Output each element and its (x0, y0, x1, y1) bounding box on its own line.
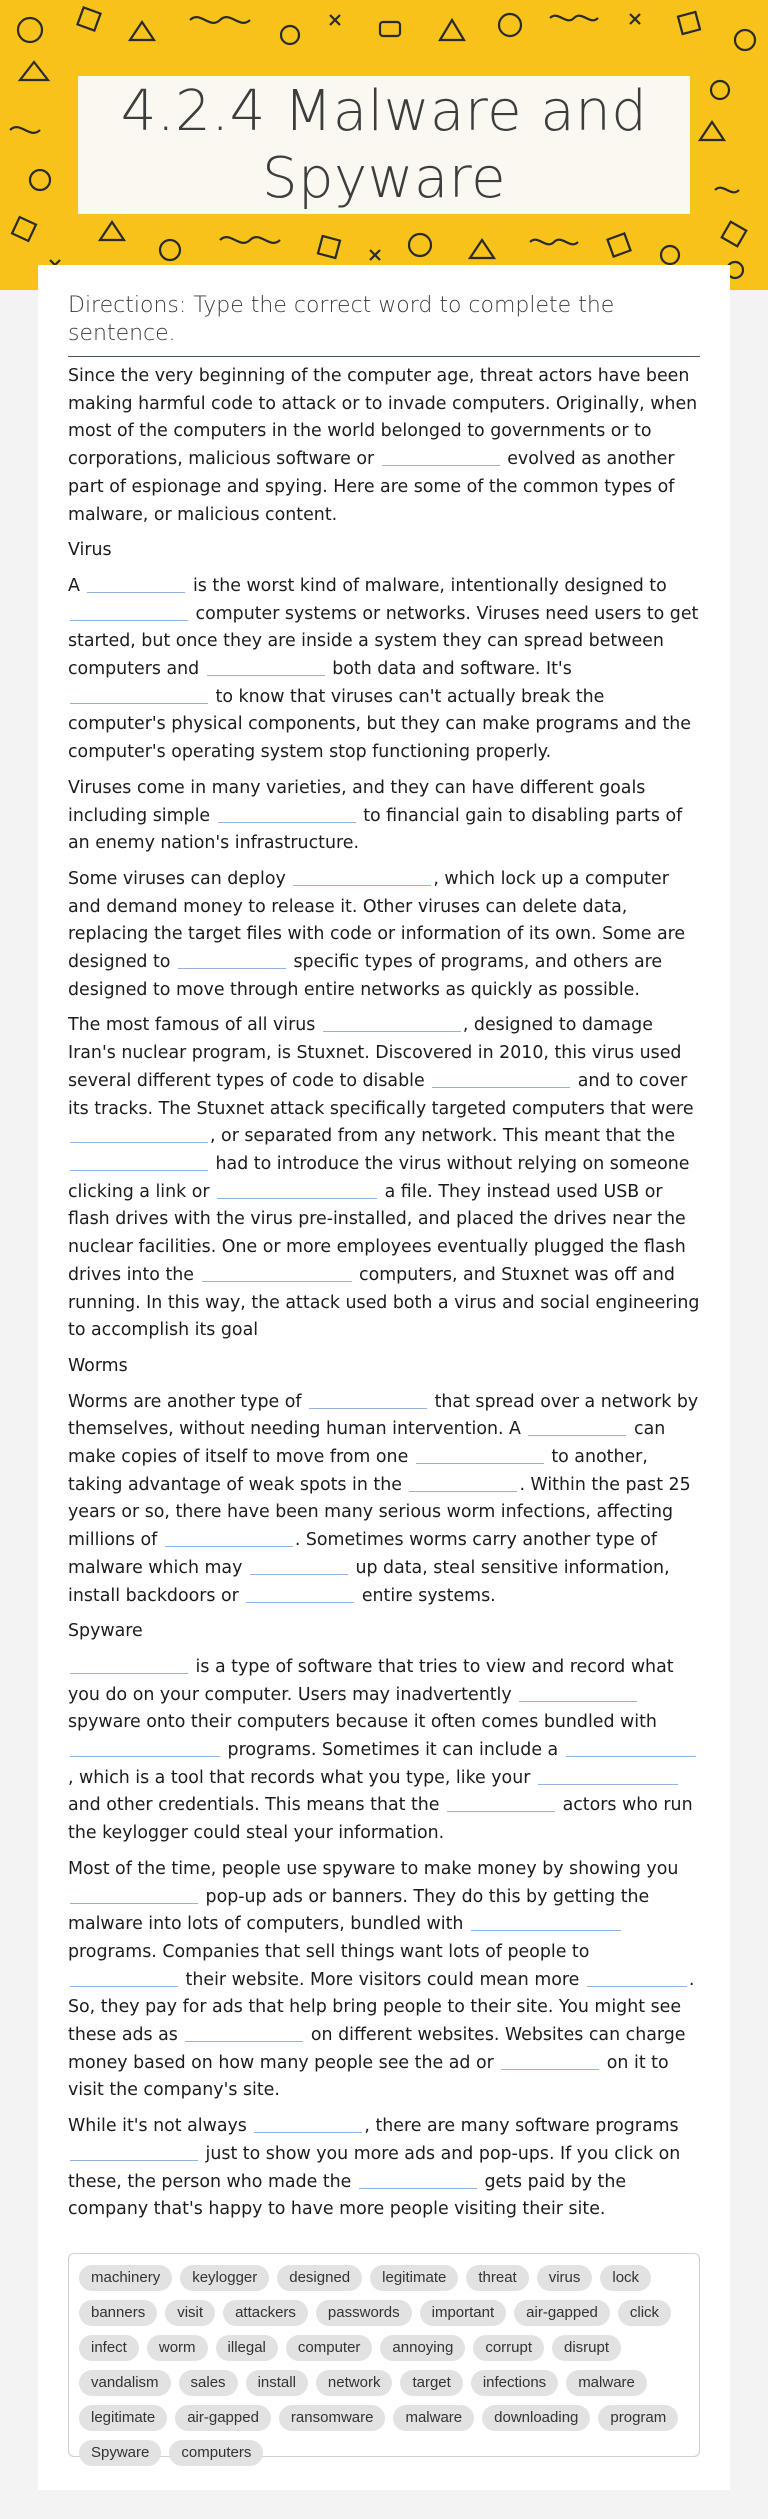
answer-blank[interactable] (416, 1445, 544, 1464)
answer-blank[interactable] (250, 1556, 348, 1575)
word-chip[interactable]: passwords (316, 2300, 412, 2326)
title-card (78, 76, 690, 214)
word-chip[interactable]: threat (466, 2265, 528, 2291)
word-chip[interactable]: infections (471, 2370, 558, 2396)
section-heading-spyware: Spyware (68, 1621, 143, 1642)
answer-blank[interactable] (471, 1912, 621, 1931)
word-chip[interactable]: keylogger (180, 2265, 269, 2291)
answer-blank[interactable] (246, 1584, 354, 1603)
word-chip[interactable]: ransomware (279, 2405, 386, 2431)
worksheet-text (68, 363, 700, 2232)
answer-blank[interactable] (519, 1683, 637, 1702)
answer-blank[interactable] (202, 1263, 352, 1282)
answer-blank[interactable] (359, 2170, 477, 2189)
answer-blank[interactable] (165, 1528, 293, 1547)
answer-blank[interactable] (501, 2051, 599, 2070)
word-chip[interactable]: designed (277, 2265, 362, 2291)
section-heading-worms: Worms (68, 1355, 128, 1376)
answer-blank[interactable] (538, 1766, 678, 1785)
answer-blank[interactable] (70, 1968, 178, 1987)
answer-blank[interactable] (323, 1013, 461, 1032)
answer-blank[interactable] (70, 2142, 198, 2161)
answer-blank[interactable] (217, 1180, 377, 1199)
answer-blank[interactable] (566, 1738, 696, 1757)
word-chip[interactable]: worm (147, 2335, 208, 2361)
answer-blank[interactable] (293, 867, 431, 886)
word-chip[interactable]: vandalism (79, 2370, 171, 2396)
paragraph: Most of the time, people use spyware to make money by showing you pop-up ads or banners. They do this by getting the malware into lots of computers, bundled with programs. Companies that sell things want lots of people to their website. More visitors could mean more . So, they pay for ads that help bring people to their site. You might see these ads as on different websites. Websites can charge money based on how many people see the ad or on it to visit the company's site. (68, 1858, 695, 2101)
word-chip[interactable]: legitimate (79, 2405, 167, 2431)
answer-blank[interactable] (207, 657, 325, 676)
answer-blank[interactable] (382, 447, 500, 466)
answer-blank[interactable] (254, 2114, 362, 2133)
answer-blank[interactable] (70, 685, 208, 704)
answer-blank[interactable] (587, 1968, 687, 1987)
word-chip[interactable]: corrupt (473, 2335, 544, 2361)
word-chip[interactable]: legitimate (370, 2265, 458, 2291)
section-heading-virus: Virus (68, 540, 112, 561)
answer-blank[interactable] (70, 1124, 208, 1143)
paragraph: is a type of software that tries to view and record what you do on your computer. Users may inadvertently spyware onto their computers because it often comes bundled with programs. Sometimes it can include a , which is a tool that records what you type, like your and other credentials. This means that the actors who run the keylogger could steal your information. (68, 1654, 700, 1848)
answer-blank[interactable] (178, 950, 286, 969)
directions-heading: Directions: Type the correct word to complete the sentence. (68, 292, 700, 357)
answer-blank[interactable] (409, 1473, 517, 1492)
word-chip[interactable]: computer (286, 2335, 373, 2361)
word-chip[interactable]: target (400, 2370, 462, 2396)
paragraph: The most famous of all virus , designed to damage Iran's nuclear program, is Stuxnet. Discovered in 2010, this virus used several different types of code to disable and to cover its tracks. The Stuxnet attack specifically targeted computers that were , or separated from any network. This meant that the had to introduce the virus without relying on someone clicking a link or a file. They instead used USB or flash drives with the virus pre-installed, and placed the drives near the nuclear facilities. One or more employees eventually plugged the flash drives into the computers, and Stuxnet was off and running. In this way, the attack used both a virus and social engineering to accomplish its goal (68, 1015, 700, 1341)
word-chip[interactable]: malware (566, 2370, 647, 2396)
word-chip[interactable]: downloading (482, 2405, 590, 2431)
word-bank (68, 2253, 700, 2461)
word-chip[interactable]: visit (165, 2300, 215, 2326)
paragraph: Worms are another type of that spread over a network by themselves, without needing human intervention. A can make copies of itself to move from one to another, taking advantage of weak spots in the . Within the past 25 years or so, there have been many serious worm infections, affecting millions of . Sometimes worms carry another type of malware which may up data, steal sensitive information, install backdoors or entire systems. (68, 1391, 699, 1606)
answer-blank[interactable] (185, 2023, 303, 2042)
word-chip[interactable]: infect (79, 2335, 139, 2361)
word-chip[interactable]: illegal (216, 2335, 278, 2361)
answer-blank[interactable] (432, 1069, 570, 1088)
patterned-banner (0, 0, 768, 290)
word-chip[interactable]: network (316, 2370, 393, 2396)
word-chip[interactable]: banners (79, 2300, 157, 2326)
answer-blank[interactable] (70, 1738, 220, 1757)
answer-blank[interactable] (447, 1793, 555, 1812)
paragraph: While it's not always , there are many software programs just to show you more ads and pop-ups. If you click on these, the person who made the gets paid by the company that's happy to have more people visiting their site. (68, 2116, 681, 2220)
answer-blank[interactable] (309, 1390, 427, 1409)
answer-blank[interactable] (70, 1655, 188, 1674)
paragraph: Viruses come in many varieties, and they can have different goals including simple to financial gain to disabling parts of an enemy nation's infrastructure. (68, 777, 683, 854)
word-chip[interactable]: computers (169, 2440, 263, 2466)
answer-blank[interactable] (70, 602, 188, 621)
word-chip[interactable]: Spyware (79, 2440, 161, 2466)
answer-blank[interactable] (528, 1417, 626, 1436)
word-chip[interactable]: machinery (79, 2265, 172, 2291)
answer-blank[interactable] (87, 574, 185, 593)
answer-blank[interactable] (70, 1885, 198, 1904)
word-chip[interactable]: disrupt (552, 2335, 621, 2361)
paragraph: A is the worst kind of malware, intentionally designed to computer systems or networks. Viruses need users to get started, but once they are inside a system they can spread between computers and both data and software. It's to know that viruses can't actually break the computer's physical components, but they can make programs and the computer's operating system stop functioning properly. (68, 575, 699, 763)
word-chip[interactable]: sales (179, 2370, 238, 2396)
word-chip[interactable]: install (246, 2370, 308, 2396)
word-chip[interactable]: air-gapped (514, 2300, 610, 2326)
word-chip[interactable]: important (420, 2300, 507, 2326)
word-chip[interactable]: program (598, 2405, 678, 2431)
paragraph: Since the very beginning of the computer age, threat actors have been making harmful code to attack or to invade computers. Originally, when most of the computers in the world belonged to governments or to corporations, malicious software or evolved as another part of espionage and spying. Here are some of the common types of malware, or malicious content. (68, 366, 698, 525)
word-chip[interactable]: malware (393, 2405, 474, 2431)
word-chip[interactable]: click (618, 2300, 671, 2326)
page-title: 4.2.4 Malware and Spyware (120, 79, 648, 211)
word-chip[interactable]: air-gapped (175, 2405, 271, 2431)
paragraph: Some viruses can deploy , which lock up a computer and demand money to release it. Other viruses can delete data, replacing the target files with code or information of its own. Some are designed to specific types of programs, and others are designed to move through entire networks as quickly as possible. (68, 868, 686, 1000)
word-chip[interactable]: virus (537, 2265, 593, 2291)
word-chip[interactable]: lock (600, 2265, 651, 2291)
word-chip[interactable]: annoying (380, 2335, 465, 2361)
answer-blank[interactable] (218, 804, 356, 823)
word-chip[interactable]: attackers (223, 2300, 308, 2326)
answer-blank[interactable] (70, 1152, 208, 1171)
